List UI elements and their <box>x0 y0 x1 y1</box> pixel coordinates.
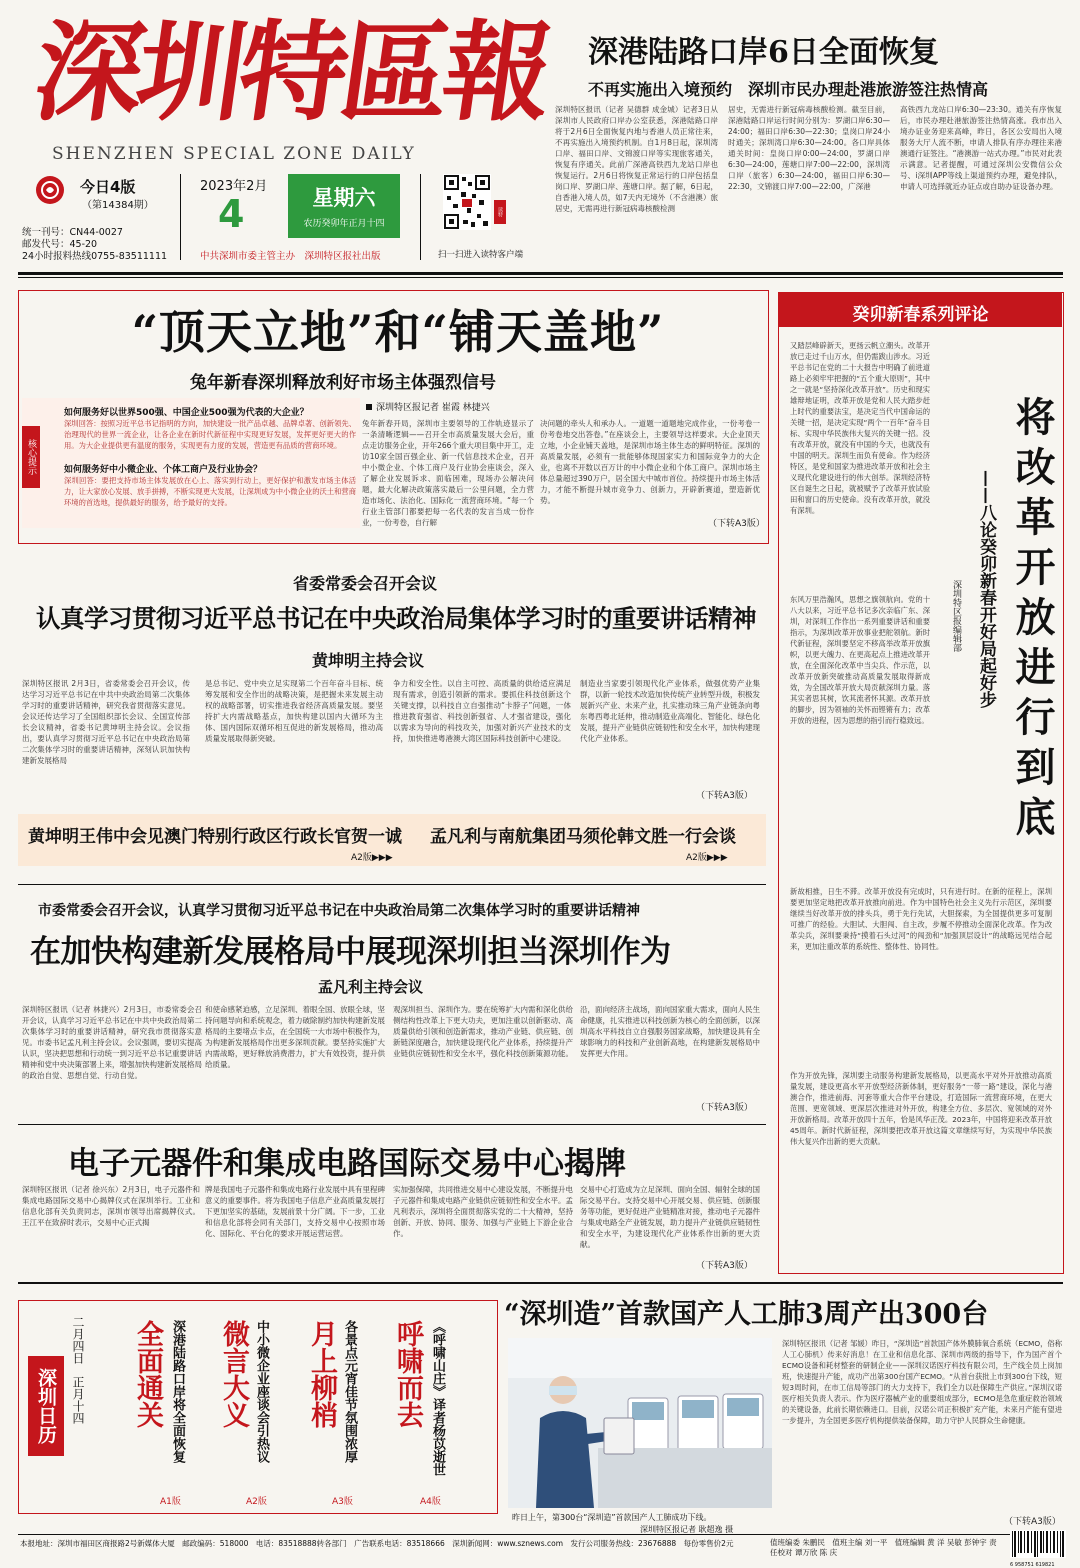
municipal-col2: 和使命感紧迫感，立足深圳、着眼全国、放眼全球，坚持问题导向和系统观念，着力破除制约加快构建新发展格局的主要堵点卡点，在全国统一大市场中积极作为，为构建新发展格局作出更多深圳贡献。要坚持实施扩大内需战略，更好释放消费潜力，扩大有效投资，提升供给质量。 <box>205 1005 385 1069</box>
lung-body: 深圳特区报讯（记者 邹媛）昨日，“深圳造”首款国产体外膜肺氧合系统（ECMO，俗称人工心肺机）传来好消息！在工业和信息化部、深圳市两级的指导下，作为国产首个ECMO设备和耗材整套的研制企业——深圳汉诺医疗科技有限公司，生产线全员上岗加班，快速提升产能，成功产出第300台国产ECMO。“从首台获批上市到300台下线，短短3周时间，在市工信局等部门的大力支持下，我们全力以赴保障生产供应。”深圳汉诺医疗相关负责人表示。作为医疗器械产业的重要组成部分，ECMO是急危重症救治领域的关键设备，此前长期依赖进口。目前，汉诺公司正积极扩充产能，未来月产能有望进一步提升，为全国更多医疗机构提供装备保障，助力守护人民群众生命健康。 <box>782 1339 1062 1425</box>
municipal-col3: 观深圳担当、深圳作为。要在统筹扩大内需和深化供给侧结构性改革上下更大功夫，更加注重以创新驱动、高质量供给引领和创造新需求，推动产业链、供应链、创新链深度融合，加快建设现代化产业体系，持续提升产业链供应链韧性和安全水平，强化科技创新策源功能。 <box>393 1005 573 1058</box>
commentary-para2: 东风万里浩瀚风，思想之旗领航向。党的十八大以来，习近平总书记多次亲临广东、深圳，对深圳工作作出一系列重要讲话和重要指示，为深圳改革开放事业把舵领航。新时代新征程，深圳要坚定不移高举改革开放旗帜，以更大魄力、在更高起点上推进改革开放，在全面深化改革中当尖兵、作示范，以改革开放新突破推动高质量发展取得新成效，为全国改革开放大局贡献深圳力量。落其实者思其树，饮其流者怀其源。改革开放的脚步，因为领袖的关怀而铿锵有力；改革开放的进程，因为思想的指引而行稳致远。 <box>790 595 930 725</box>
feature-byline-text: 深圳特区报记者 崔霞 林捷兴 <box>376 403 490 413</box>
top-story-col1: 深圳特区报讯（记者 吴德群 成金城）记者3日从深圳市人民政府口岸办公室获悉，深港陆路口岸将于2月6日全面恢复内地与香港人员正常往来，不再实施出入境预约机制。自1月8日起，深圳湾口岸、福田口岸、文锦渡口岸等实现旅客通关，恢复有序通关。此前广深港高铁西九龙站口岸也恢复运行。2月6日将恢复正常运行的口岸包括皇岗口岸、罗湖口岸、莲塘口岸。据了解，6日起，自香港入境人员，如7天内无境外（不含港澳）旅居史，无需再进行新冠病毒核酸检测 <box>555 105 718 213</box>
core-tip-tag: 核心提示 <box>22 426 40 488</box>
municipal-see-page[interactable]: （下转A3版） <box>696 1103 753 1113</box>
masthead-title: 深圳特區報 <box>26 10 555 136</box>
feature-a1: 深圳回答：按照习近平总书记指明的方向，加快建设一批产品卓越、品牌卓著、创新领先、治理现代的世界一流企业，让各企业在新时代新征程中实现更好发展，发挥更好更大的作用。为大企业提供更有温度的服务，实现更有力度的发展，营造更有品质的营商环境。 <box>64 419 356 450</box>
barcode-number: 6 958751 619821 <box>1010 1562 1055 1568</box>
municipal-kicker: 市委常委会召开会议，认真学习贯彻习近平总书记在中央政治局第二次集体学习时的重要讲话精神 <box>38 903 640 919</box>
feature-subhead: 兔年新春深圳释放利好市场主体强烈信号 <box>190 373 496 393</box>
commentary-para3: 新故相推，日生不滞。改革开放没有完成时，只有进行时。在新的征程上，深圳要更加坚定地把改革开放推向前进。作为中国特色社会主义先行示范区，深圳要继续当好改革开放的排头兵，勇于先行先试，大胆探索，为全国提供更多可复制可推广的经验。大胆试、大胆闯、自主改，步履不停推动全面深化改革。作为改革尖兵，深圳要秉持“摸着石头过河”的闯劲和“加强顶层设计”的战略远见结合起来，更加注重改革的系统性、整体性、协同性。 <box>790 887 1052 951</box>
sponsor-line: 中共深圳市委主管主办 深圳特区报社出版 <box>200 251 381 262</box>
calendar-item-1-title[interactable]: 全面通关 <box>132 1320 163 1428</box>
electronics-col4: 交易中心打造成为立足深圳、面向全国、辐射全球的国际交易平台。支持交易中心开展交易、供应链、创新服务等功能，更好促进产业链精准对接，推动电子元器件与集成电路全产业链发展，助力提升产业链供应链韧性和安全水平，为建设现代化产业体系作出新的更大贡献。 <box>580 1185 760 1249</box>
qr-caption: 扫一扫进入读特客户端 <box>438 250 524 260</box>
municipal-col1: 深圳特区报讯（记者 林捷兴）2月3日，市委常委会召开会议，认真学习习近平总书记在中共中央政治局第二次集体学习时的重要讲话精神，研究我市贯彻落实意见。市委书记孟凡利主持会议。会议强调，要切实提高认识，坚决把思想和行动统一到习近平总书记重要讲话精神和党中央决策部署上来，增强加快构建新发展格局的政治自觉、思想自觉、行动自觉。 <box>22 1005 202 1080</box>
lung-photo <box>508 1338 772 1508</box>
top-story-subhead: 不再实施出入境预约 深圳市民办理赴港旅游签注热情高 <box>588 80 989 99</box>
calendar-item-1-page[interactable]: A1版 <box>160 1497 181 1507</box>
byline-marker-icon <box>366 404 372 410</box>
feature-col2: 决问题的牵头人和承办人。一道题一道题地完成作业，一份考卷一份考卷地交出答卷。”在座谈会上，主要领导这样要求。大企业顶天立地，小企业铺天盖地，是深圳市场主体生态的鲜明特征。深圳的高质量发展，必须有一批能够体现国家实力和国际竞争力的大企业，也离不开数以百万计的中小微企业和个体工商户。深圳市场主体总量超过390万户，居全国大中城市首位。持续提升市场主体活力，才能不断提升城市竞争力、创新力，开辟新赛道，塑造新优势。 <box>540 419 760 505</box>
footer-staff: 值班编委 朱鹏民 值班主编 刘一平 值班编辑 黄 洋 吴敏 彭钟宇 责任校对 谭万欣 陈 庆 <box>770 1538 997 1557</box>
provincial-col1: 深圳特区报讯 2月3日，省委常委会召开会议，传达学习习近平总书记在中共中央政治局第二次集体学习时的重要讲话精神，研究我省贯彻落实意见。会议还传达学习了全国组织部长会议、全国宣传部长会议精神，省委书记黄坤明主持会议。会议指出，要认真学习贯彻习近平总书记在中央政治局第二次集体学习时的重要讲话精神，深刻认识加快构建新发展格局 <box>22 679 190 765</box>
calendar-item-4-page[interactable]: A4版 <box>420 1497 441 1507</box>
electronics-col3: 实加强保障，共同推进交易中心建设发展，不断提升电子元器件和集成电路产业链供应链韧性和安全水平。孟凡利表示，深圳将全面贯彻落实党的二十大精神，坚持创新、开放、协同、服务、加强与产业链上下游企业合作。 <box>393 1185 573 1238</box>
top-story-col3: 高铁西九龙站口岸6:30—23:30。通关有序恢复后，市民办理赴港旅游签注热情高涨。我市出入境办证业务迎来高峰，昨日，各区公安局出入境服务大厅人流不断，申请人排队有序办理往来港澳通行证签注。“港澳游一站式办理。”市民对此表示满意。记者提醒，可通过深圳公安微信公众号、i深圳APP等线上渠道预约办理，避免排队，申请人可选择就近办证点或自助办证设备办理。 <box>900 105 1062 191</box>
commentary-para1: 又踏层峰辟新天，更扬云帆立潮头。改革开放已走过千山万水，但仍需跋山涉水。习近平总书记在党的二十大报告中明确了前进道路上必须牢牢把握的“五个重大原则”，其中之一就是“坚持深化改革开放”。历史和现实雄辩地证明，改革开放是党和人民大踏步赶上时代的重要法宝，是决定当代中国命运的关键一招，是决定实现“两个一百年”奋斗目标、实现中华民族伟大复兴的关键一招。没有改革开放，就没有中国的今天，也就没有中国的明天。深圳生而负有使命。作为经济特区，是党和国家为推进改革开放和社会主义现代化建设进行的伟大创举。深圳经济特区自诞生之日起，就被赋予了改革开放试验田和窗口的历史使命。没有改革开放，就没有深圳。 <box>790 341 930 515</box>
provincial-see-page[interactable]: （下转A3版） <box>696 791 753 801</box>
calendar-label: 深圳日历 <box>28 1356 64 1456</box>
qr-code[interactable] <box>443 174 491 230</box>
commentary-source: 深圳特区报编辑部 <box>951 580 961 652</box>
electronics-see-page[interactable]: （下转A3版） <box>696 1261 753 1271</box>
banner-right-page[interactable]: A2版▶▶▶ <box>686 853 728 863</box>
calendar-item-2-page[interactable]: A2版 <box>246 1497 267 1507</box>
electronics-headline: 电子元器件和集成电路国际交易中心揭牌 <box>68 1146 626 1182</box>
electronics-col2: 牌是我国电子元器件和集成电路行业发展中具有里程碑意义的重要事件。将为我国电子信息产业高质量发展打下更加坚实的基础，发展前景十分广阔。下一步，工业和信息化部将会同有关部门，支持交易中心按照市场化、国际化、平台化的要求开展运营运营。 <box>205 1185 385 1238</box>
commentary-para4: 作为开放先锋，深圳要主动服务构建新发展格局，以更高水平对外开放推动高质量发展，建设更高水平开放型经济新体制，更好服务“一带一路”建设，深化与港澳合作，推进前海、河套等重大合作平台建设，打造国际一流营商环境，在更大范围、更宽领域、更深层次推进对外开放，构建全方位、多层次、宽领域的对外开放新格局。改革开放四十五年，恰是风华正茂。2023年，中国将迎来改革开放45周年。新时代新征程，深圳要把改革开放这篇文章继续写好，为实现中华民族伟大复兴作出新的更大贡献。 <box>790 1071 1052 1146</box>
banner-right-title[interactable]: 孟凡利与南航集团马须伦韩文胜一行会谈 <box>430 827 736 847</box>
electronics-col1: 深圳特区报讯（记者 徐兴东）2月3日，电子元器件和集成电路国际交易中心揭牌仪式在深圳举行。工业和信息化部有关负责同志，深圳市领导出席揭牌仪式。王江平在致辞时表示，交易中心正式揭 <box>22 1185 200 1227</box>
qr-badge: 读特 <box>494 200 506 224</box>
edition-count: 今日4版 <box>80 178 136 196</box>
commentary-headline: 将改革开放进行到底 <box>1009 396 1056 846</box>
banner-left-page[interactable]: A2版▶▶▶ <box>351 853 393 863</box>
footer-imprint: 本报地址：深圳市福田区商报路2号新媒体大厦 邮政编码：518000 电话：83518888转各部门 广告联系电话：83518666 深圳新闻网：www.sznews.com 发行公司服务热线：23676888 每份零售价2元 <box>20 1539 734 1548</box>
top-story-col2: 居史，无需进行新冠病毒核酸检测。截至目前，深港陆路口岸运行时间分别为：罗湖口岸6:30—24:00；福田口岸6:30—22:30；皇岗口岸24小时通关；深圳湾口岸6:30—24:00。各口岸具体通关时间：皇岗口岸0:00—24:00，罗湖口岸6:30—24:00，莲塘口岸7:00—22:00，深圳湾口岸（旅客）6:30—24:00，福田口岸6:30—22:30，文锦渡口岸7:00—22:00，广深港 <box>728 105 890 191</box>
barcode <box>1010 1530 1066 1568</box>
hotline: 24小时报料热线0755-83511111 <box>22 251 168 262</box>
date-day: 4 <box>218 192 245 236</box>
lung-photo-credit: 深圳特区报记者 耿超逸 摄 <box>640 1525 734 1534</box>
provincial-host: 黄坤明主持会议 <box>312 651 425 670</box>
commentary-series: 癸卯新春系列评论 <box>852 305 989 325</box>
feature-see-page[interactable]: （下转A3版） <box>708 519 765 529</box>
provincial-headline: 认真学习贯彻习近平总书记在中央政治局集体学习时的重要讲话精神 <box>36 604 756 633</box>
feature-a2: 深圳回答：要把支持市场主体发展放在心上、落实到行动上，更好保护和激发市场主体活力，让大家放心发展、放手拼搏，不断实现更大发展，让深圳成为中小微企业的沃土和营商环境的首选地，提供最好的服务，给予最好的支持。 <box>64 476 356 507</box>
provincial-col4: 制造业当家要引领现代化产业体系，做强优势产业集群，以新一轮技术改造加快传统产业转型升级，积极发展新兴产业、未来产业，扎实推动珠三角产业链条向粤东粤西粤北延伸，推动制造业高端化、智能化、绿色化发展，提升产业链供应链韧性和安全水平，加快构建现代化产业体系。 <box>580 679 760 743</box>
calendar-item-3-page[interactable]: A3版 <box>332 1497 353 1507</box>
banner-left-title[interactable]: 黄坤明王伟中会见澳门特别行政区行政长官贺一诚 <box>28 827 402 847</box>
top-story-headline: 深港陆路口岸6日全面恢复 <box>588 35 939 70</box>
municipal-host: 孟凡利主持会议 <box>318 978 424 996</box>
calendar-date: 二月四日 正月十四 <box>71 1316 85 1424</box>
municipal-headline: 在加快构建新发展格局中展现深圳担当深圳作为 <box>30 934 671 970</box>
commentary-subhead: ——八论癸卯新春开好局起好步 <box>976 470 996 708</box>
cn-number: 统一刊号：CN44-0027 <box>22 227 123 238</box>
feature-q1: 如何服务好以世界500强、中国企业500强为代表的大企业？ <box>64 408 309 418</box>
weekday-box <box>288 174 400 238</box>
calendar-item-4-title[interactable]: 呼啸而去 <box>392 1320 423 1428</box>
lung-photo-caption: 昨日上午，第300台“深圳造”首款国产人工肺成功下线。 <box>512 1513 712 1522</box>
weekday: 星期六 <box>312 186 376 210</box>
calendar-item-4-sub: 《呼啸山庄》译者杨苡逝世 <box>430 1320 445 1476</box>
calendar-item-3-title[interactable]: 月上柳梢 <box>306 1320 337 1428</box>
issue-number: （第14384期） <box>82 200 154 211</box>
calendar-item-1-sub: 深港陆路口岸将全面恢复 <box>170 1320 185 1463</box>
municipal-col4: 沿，面向经济主战场，面向国家重大需求，面向人民生命健康，扎实推进以科技创新为核心的全面创新，以深圳高水平科技自立自强服务国家战略，加快建设具有全球影响力的科技和产业创新高地，在构建新发展格局中发挥更大作用。 <box>580 1005 760 1058</box>
calendar-item-2-title[interactable]: 微言大义 <box>218 1320 249 1428</box>
feature-col1: 兔年新春开局，深圳市主要领导的工作轨迹显示了一条清晰逻辑——召开全市高质量发展大会后，重点走访服务企业，开年266个重大项目集中开工，走访10家全国百强企业、新一代信息技术企业，召开中小微企业、个体工商户及行业协会座谈会，深入了解企业发展诉求、面临困难，现场办公解决问题，最大化解决政策落实最后一公里问题，全力营造市场化、法治化、国际化一流营商环境。“每一个行业主管部门都要把每一名代表的发言当成一份作业，一份考卷，自行解 <box>362 419 534 527</box>
provincial-col3: 争力和安全性。以自主可控、高质量的供给适应满足现有需求，创造引领新的需求。要抓住科技创新这个关键支撑，以科技自立自强推动“卡脖子”问题，一体推进教育强省、科技创新强省、人才强省建设，强化以需求为导向的科技攻关，加强对新兴产业技术的支持，加快推进粤港澳大湾区国际科技创新中心建设。 <box>393 679 571 743</box>
newspaper-logo-icon <box>36 176 64 204</box>
feature-q2: 如何服务好中小微企业、个体工商户及行业协会？ <box>64 465 263 475</box>
calendar-item-2-sub: 中小微企业座谈会引热议 <box>254 1320 269 1463</box>
feature-headline: “顶天立地”和“铺天盖地” <box>131 305 665 359</box>
provincial-col2: 是总书记、党中央立足实现第二个百年奋斗目标、统筹发展和安全作出的战略决策，是把握未来发展主动权的战略部署，切实推进我省经济高质量发展。要坚持扩大内需战略基点，加快构建以国内大循环为主体、国内国际双循环相互促进的新发展格局，推动高质量发展取得新突破。 <box>205 679 383 743</box>
lunar-date: 农历癸卯年正月十四 <box>303 219 385 229</box>
masthead-english: SHENZHEN SPECIAL ZONE DAILY <box>52 144 416 164</box>
feature-byline <box>366 400 490 413</box>
provincial-kicker: 省委常委会召开会议 <box>293 574 438 593</box>
calendar-item-3-sub: 各景点元宵佳节氛围浓厚 <box>342 1320 357 1463</box>
date-year-month: 2023年2月 <box>200 179 268 194</box>
post-code: 邮发代号：45-20 <box>22 239 98 250</box>
lung-see-page[interactable]: （下转A3版） <box>1004 1517 1061 1527</box>
lung-headline: “深圳造”首款国产人工肺3周产出300台 <box>504 1299 989 1330</box>
